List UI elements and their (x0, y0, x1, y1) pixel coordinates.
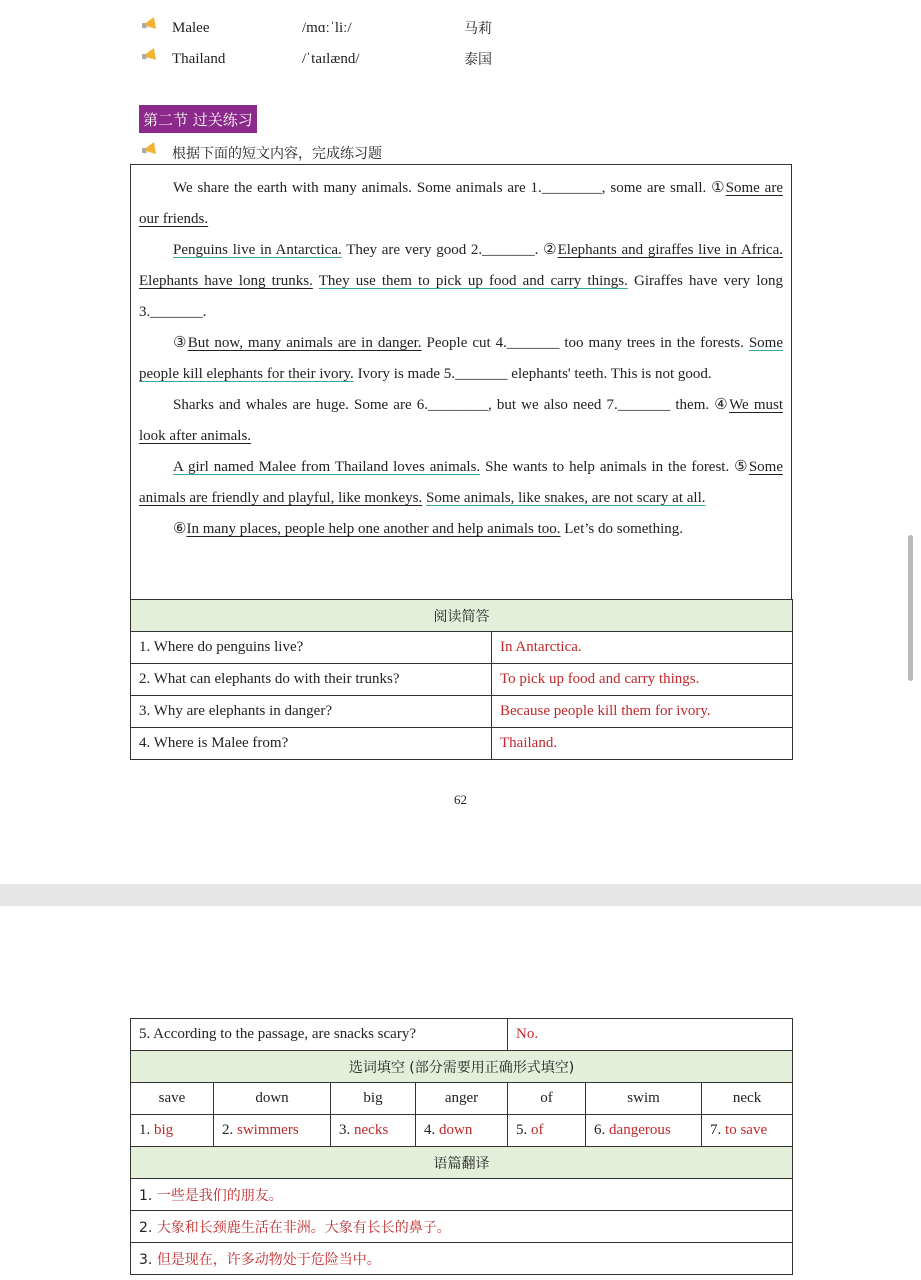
passage-paragraph (139, 328, 783, 390)
passage-text: She wants to help animals in the forest. (480, 459, 735, 475)
translation-number: 3. (139, 1251, 157, 1268)
answer-cell: Because people kill them for ivory. (492, 696, 793, 728)
answer-word: necks (354, 1122, 389, 1138)
fill-answer (331, 1115, 416, 1147)
word-bank-item: of (508, 1083, 586, 1115)
passage-text: Giraffes have very long 3._______. (139, 273, 783, 320)
answer-cell: No. (508, 1019, 793, 1051)
sentence-number: ③ (173, 335, 188, 351)
reading-passage (130, 164, 792, 600)
translation-cell (131, 1179, 793, 1211)
sentence-number: ② (543, 242, 558, 258)
megaphone-icon (140, 13, 162, 35)
translation-header: 语篇翻译 (131, 1147, 793, 1179)
sentence-number: ⑥ (173, 521, 187, 537)
word-bank-item: down (214, 1083, 331, 1115)
marked-sentence: But now, many animals are in danger. (187, 335, 422, 351)
question-cell: 2. What can elephants do with their trunks? (131, 664, 492, 696)
answer-number: 6. (594, 1122, 610, 1138)
answer-number: 7. (710, 1122, 726, 1138)
passage-text: People cut 4._______ too many trees in the forests. (421, 335, 749, 351)
translation-row (131, 1243, 793, 1275)
vocab-word: Thailand (172, 50, 226, 67)
key-sentence: Some animals, like snakes, are not scary at all. (426, 490, 706, 506)
translation-number: 1. (139, 1187, 157, 1204)
word-bank-item: swim (586, 1083, 702, 1115)
sentence-number: ⑤ (734, 459, 749, 475)
key-sentence: Penguins live in Antarctica. (173, 242, 342, 258)
passage-paragraph (139, 452, 783, 514)
marked-sentence: In many places, people help one another and help animals too. (186, 521, 561, 537)
table-row (131, 1019, 793, 1051)
marked-sentence: Some are our friends. (139, 180, 783, 227)
answer-word: to save (725, 1122, 768, 1138)
answer-number: 3. (339, 1122, 354, 1138)
word-bank-row (131, 1083, 793, 1115)
table-row (131, 696, 793, 728)
translation-cell (131, 1243, 793, 1275)
vocab-meaning: 马莉 (464, 21, 492, 37)
vocab-row (140, 16, 492, 40)
table-row (131, 664, 793, 696)
word-bank-item: big (331, 1083, 416, 1115)
fill-answer (416, 1115, 508, 1147)
answer-word: big (154, 1122, 174, 1138)
question-cell: 4. Where is Malee from? (131, 728, 492, 760)
page-number: 62 (454, 792, 467, 807)
marked-sentence: We must look after animals. (139, 397, 783, 444)
vocab-phonetic: /ˈtaɪlænd/ (302, 50, 360, 67)
key-sentence: They use them to pick up food and carry things. (318, 273, 628, 289)
answer-word: dangerous (609, 1122, 671, 1138)
passage-text: Sharks and whales are huge. Some are 6.________, but we also need 7._______ them. (173, 397, 715, 413)
answer-number: 1. (139, 1122, 154, 1138)
translation-row (131, 1179, 793, 1211)
marked-sentence: Elephants and giraffes live in Africa. Elephants have long trunks. (139, 242, 784, 289)
word-bank-item: neck (702, 1083, 793, 1115)
translation-row (131, 1211, 793, 1243)
page-separator (0, 884, 921, 906)
sentence-number: ④ (714, 397, 730, 413)
megaphone-icon (140, 138, 162, 160)
answer-number: 2. (222, 1122, 237, 1138)
word-bank-item: save (131, 1083, 214, 1115)
translation-text: 大象和长颈鹿生活在非洲。大象有长长的鼻子。 (156, 1219, 451, 1236)
fill-answer (508, 1115, 586, 1147)
instruction (140, 141, 382, 165)
translation-number: 2. (139, 1219, 157, 1236)
vocab-meaning: 泰国 (464, 52, 492, 68)
sentence-number: ① (711, 180, 726, 196)
translation-cell (131, 1211, 793, 1243)
table-row (131, 632, 793, 664)
answer-cell: In Antarctica. (492, 632, 793, 664)
key-sentence: A girl named Malee from Thailand loves animals. (173, 459, 481, 475)
passage-text: Ivory is made 5._______ elephants' teeth. This is not good. (353, 366, 712, 382)
passage-text: We share the earth with many animals. Some animals are 1.________, some are small. (173, 180, 712, 196)
translation-text: 一些是我们的朋友。 (156, 1187, 283, 1204)
marked-sentence: Some animals are friendly and playful, like monkeys. (139, 459, 783, 506)
passage-paragraph (139, 514, 783, 545)
vocab-word: Malee (172, 19, 210, 36)
question-cell: 1. Where do penguins live? (131, 632, 492, 664)
vocab-row (140, 47, 492, 71)
question-cell: 3. Why are elephants in danger? (131, 696, 492, 728)
answer-word: of (531, 1122, 544, 1138)
translation-text: 但是现在，许多动物处于危险当中。 (156, 1251, 381, 1268)
answer-word: down (439, 1122, 473, 1138)
answer-cell: Thailand. (492, 728, 793, 760)
fill-answer (702, 1115, 793, 1147)
key-sentence: Some people kill elephants for their ivory. (139, 335, 783, 382)
answer-number: 4. (424, 1122, 439, 1138)
vocab-phonetic: /mɑːˈliː/ (302, 19, 352, 36)
passage-paragraph (139, 235, 783, 328)
fill-answer (214, 1115, 331, 1147)
passage-paragraph (139, 390, 783, 452)
passage-text: They are very good 2._______. (341, 242, 544, 258)
passage-text: Let’s do something. (560, 521, 684, 537)
passage-paragraph (139, 173, 783, 235)
answer-number: 5. (516, 1122, 532, 1138)
fill-answer (586, 1115, 702, 1147)
table-row (131, 728, 793, 760)
reading-header: 阅读简答 (131, 600, 793, 632)
megaphone-icon (140, 44, 162, 66)
instruction-text: 根据下面的短文内容，完成练习题 (172, 146, 382, 162)
scrollbar-thumb[interactable] (908, 535, 913, 681)
word-bank-header: 选词填空 (部分需要用正确形式填空) (131, 1051, 793, 1083)
fill-answer (131, 1115, 214, 1147)
answers-table (130, 1018, 793, 1275)
fill-answer-row (131, 1115, 793, 1147)
section-title: 第二节 过关练习 (139, 105, 257, 133)
question-cell: 5. According to the passage, are snacks scary? (131, 1019, 508, 1051)
word-bank-item: anger (416, 1083, 508, 1115)
answer-word: swimmers (237, 1122, 299, 1138)
reading-answers-table (130, 599, 793, 760)
answer-cell: To pick up food and carry things. (492, 664, 793, 696)
